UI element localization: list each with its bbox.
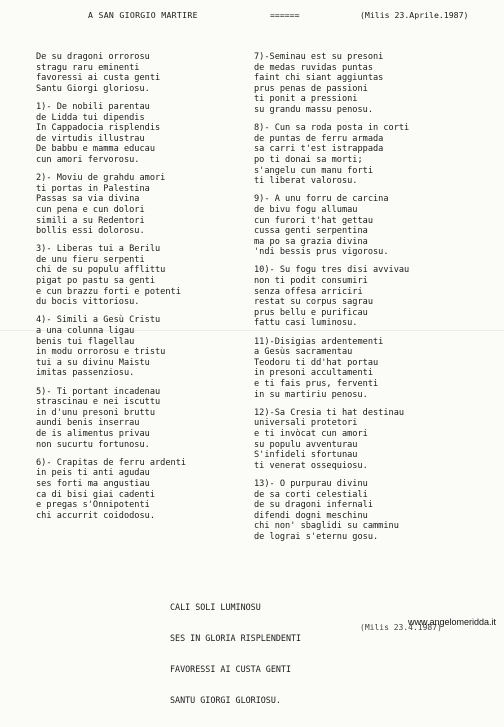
verse-line: benis tui flagellau: [36, 336, 135, 347]
verse-line: restat su corpus sagrau: [254, 297, 373, 308]
verse-line: pigat po pastu sa genti: [36, 276, 155, 287]
verse-line: S'infideli sfortunau: [254, 450, 358, 461]
stanza: [254, 123, 494, 187]
stanza: [254, 479, 494, 543]
verse-line: simili a su Redentori: [36, 215, 145, 226]
verse-line: Passas sa via divina: [36, 194, 140, 205]
verse-line: bollis essi dolorosu.: [36, 226, 145, 237]
poem-title: A SAN GIORGIO MARTIRE: [88, 10, 198, 20]
verse-line: cun pena e cun dolori: [36, 204, 145, 215]
verse-line: faint chi siant aggiuntas: [254, 73, 384, 84]
verse-line: prus penas de passioni: [254, 83, 368, 94]
verse-line: de medas ruvidas puntas: [254, 62, 373, 73]
verse-line: cun furori t'hat gettau: [254, 215, 373, 226]
verse-line: de unu fieru serpenti: [36, 254, 145, 265]
verse-line: ti liberat valorosu.: [254, 176, 358, 187]
verse-line: ca di bisi giai cadenti: [36, 489, 155, 500]
stanza: [254, 52, 494, 116]
stanza: [36, 387, 246, 451]
verse-line: 9)- A unu forru de carcina: [254, 194, 389, 205]
verse-line: 'ndi bessis prus vigorosu.: [254, 247, 389, 258]
verse-line: e ti fais prus, ferventi: [254, 379, 379, 389]
coda-line: CALI SOLI LUMINOSU: [170, 601, 261, 612]
left-column: [36, 52, 246, 529]
coda-line: FAVORESSI AI CUSTA GENTI: [170, 664, 292, 675]
verse-line: 10)- Su fogu tres disi avvivau: [254, 265, 410, 276]
verse-line: in modu orrorosu e tristu: [36, 347, 166, 358]
verse-line: Teodoru ti dd'hat portau: [254, 357, 379, 368]
verse-line: non ti podit consumiri: [254, 276, 368, 287]
verse-line: ti ponit a pressioni: [254, 94, 358, 105]
coda-block: [170, 581, 301, 727]
verse-line: de Lidda tui dipendis: [36, 112, 145, 123]
stanza: [254, 337, 494, 401]
stanza: [36, 244, 246, 308]
verse-line: de bivu fogu allumau: [254, 204, 358, 215]
stanza: [36, 52, 246, 94]
verse-line: strascinau e nei iscuttu: [36, 397, 161, 408]
verse-line: a Gesùs sacramentau: [254, 347, 353, 358]
verse-line: de virtudis illustrau: [36, 133, 145, 144]
verse-line: aundi benis inserrau: [36, 418, 140, 429]
verse-line: 7)-Seminau est su presoni: [254, 52, 384, 62]
verse-line: du bocis vittoriosu.: [36, 297, 140, 308]
verse-line: po ti donai sa morti;: [254, 154, 363, 165]
verse-line: 8)- Cun sa roda posta in corti: [254, 123, 410, 134]
verse-line: a una colunna ligau: [36, 326, 135, 337]
verse-line: imitas passenziosu.: [36, 368, 135, 379]
verse-line: cussa genti serpentina: [254, 226, 368, 237]
verse-line: 1)- De nobili parentau: [36, 101, 150, 112]
verse-line: prus bellu e purificau: [254, 307, 368, 318]
website-watermark[interactable]: www.angelomeridda.it: [408, 617, 497, 627]
verse-line: universali protetori: [254, 418, 358, 429]
verse-line: stragu raru eminenti: [36, 62, 140, 73]
verse-line: fattu casi luminosu.: [254, 318, 358, 329]
verse-line: ses forti ma angustiau: [36, 478, 150, 489]
title-separator: ======: [270, 10, 300, 20]
verse-line: su populu avventurau: [254, 439, 358, 450]
stanza: [36, 173, 246, 237]
footer-date: (Milis 23.4.1987): [360, 623, 442, 632]
verse-line: in d'unu presoni bruttu: [36, 407, 155, 418]
verse-line: 5)- Ti portant incadenau: [36, 386, 161, 397]
verse-line: 6)- Crapitas de ferru ardenti: [36, 457, 187, 468]
verse-line: non sucurtu fortunosu.: [36, 439, 150, 450]
verse-line: ti portas in Palestina: [36, 183, 150, 194]
stanza: [254, 408, 494, 472]
verse-line: de puntas de ferru armada: [254, 133, 384, 144]
verse-line: senza offesa arriciri: [254, 286, 363, 297]
verse-line: su grandu massu penosu.: [254, 104, 373, 115]
verse-line: In Cappadocia risplendis: [36, 123, 161, 134]
verse-line: de su dragoni infernali: [254, 500, 373, 511]
verse-line: favoressi ai custa genti: [36, 73, 161, 84]
verse-line: De babbu e mamma educau: [36, 144, 155, 155]
coda-line: SANTU GIORGI GLORIOSU.: [170, 695, 281, 706]
verse-line: 12)-Sa Cresia ti hat destinau: [254, 407, 405, 418]
verse-line: chi accurrit coidodosu.: [36, 510, 155, 521]
verse-line: De su dragoni orrorosu: [36, 52, 150, 62]
verse-line: 11)-Disigias ardentementi: [254, 336, 384, 347]
verse-line: 13)- O purpurau divinu: [254, 478, 368, 489]
verse-line: de sa corti celestiali: [254, 489, 368, 500]
verse-line: in su martiriu penosu.: [254, 389, 368, 400]
right-column: [254, 52, 494, 550]
verse-line: de lograi s'eternu gosu.: [254, 531, 379, 542]
verse-line: ma po sa grazia divina: [254, 236, 368, 247]
verse-line: 3)- Liberas tui a Berilu: [36, 244, 161, 255]
stanza: [36, 458, 246, 522]
verse-line: sa carri t'est istrappada: [254, 144, 384, 155]
verse-line: in peis ti anti agudau: [36, 468, 150, 479]
verse-line: de is alimentus privau: [36, 428, 150, 439]
verse-line: difendi dogni meschinu: [254, 510, 368, 521]
verse-line: chi de su populu afflittu: [36, 265, 166, 276]
verse-line: chi non' sbaglidi su camminu: [254, 521, 399, 532]
stanza: [254, 194, 494, 258]
verse-line: e pregas s'Onnipotenti: [36, 500, 150, 511]
stanza: [36, 102, 246, 166]
verse-line: in presoni accultamenti: [254, 368, 373, 379]
stanza: [254, 265, 494, 329]
header-date: (Milis 23.Aprile.1987): [360, 10, 469, 20]
verse-line: Santu Giorgi gloriosu.: [36, 83, 150, 94]
verse-line: e cun brazzu forti e potenti: [36, 286, 181, 297]
verse-line: cun amori fervorosu.: [36, 154, 140, 165]
verse-line: s'angelu cun manu forti: [254, 165, 373, 176]
coda-line: SES IN GLORIA RISPLENDENTI: [170, 633, 302, 644]
verse-line: ti venerat ossequiosu.: [254, 460, 368, 471]
verse-line: 2)- Moviu de grahdu amori: [36, 173, 166, 184]
verse-line: tui a su divinu Maistu: [36, 357, 150, 368]
verse-line: e ti invòcat cun amori: [254, 428, 368, 439]
stanza: [36, 315, 246, 379]
verse-line: 4)- Simili a Gesù Cristu: [36, 315, 161, 326]
